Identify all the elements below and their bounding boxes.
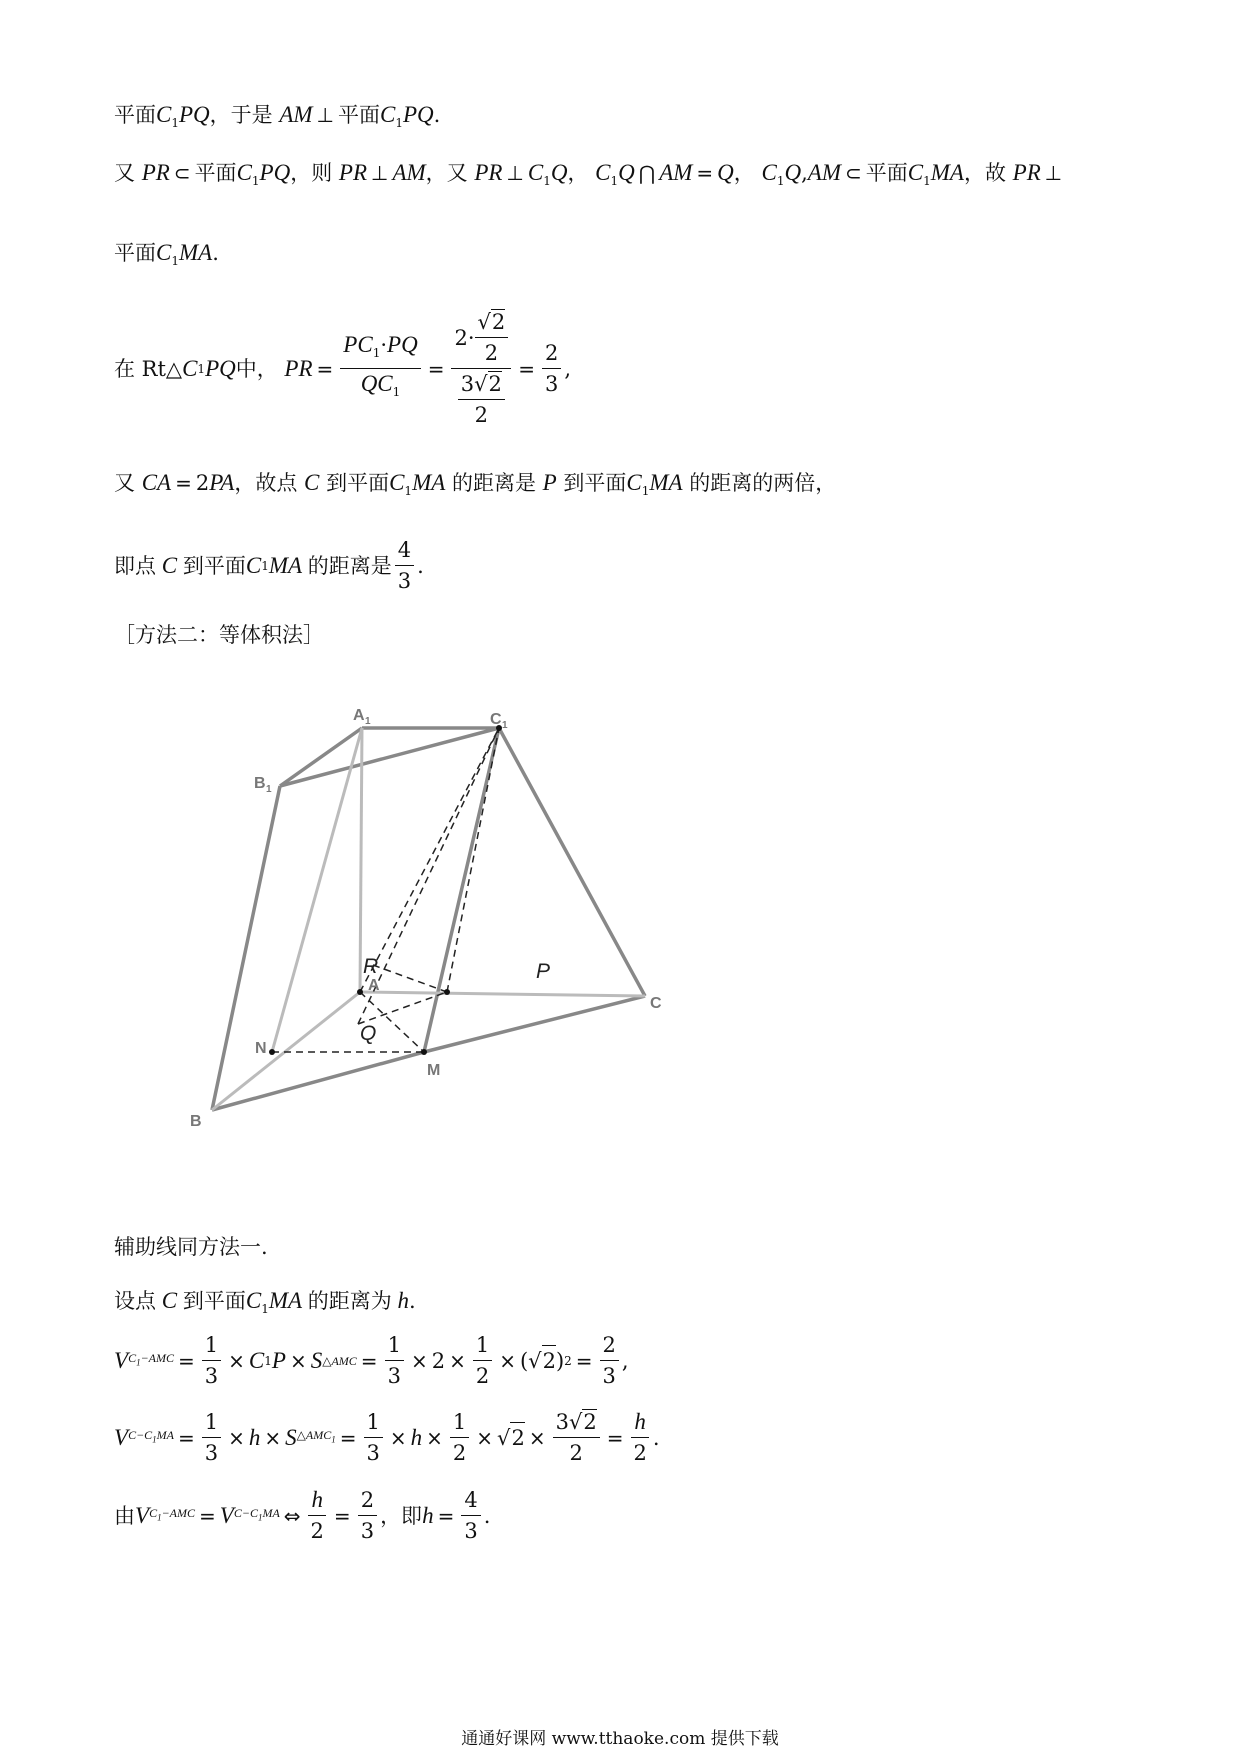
label-R: R [363,955,379,978]
text: 到平面 [182,1289,246,1313]
edge-C1-C [499,728,645,996]
geometry-figure [190,690,690,1140]
point-M [421,1049,427,1055]
label-N: N [255,1040,267,1057]
text: ， [733,161,755,185]
text: 的距离为 [307,1289,392,1313]
text: 的距离是 [307,553,392,578]
text: 又 [114,471,135,495]
edge-A-C [360,992,645,996]
text: 的距离是 [451,471,536,495]
text: 平面 [865,161,908,185]
label-B1: B [254,775,266,792]
text: ，又 [425,161,468,185]
label-A1: A [353,707,365,724]
text: 到平面 [563,471,627,495]
text: 平面 [114,103,156,127]
label-Q: Q [360,1022,377,1045]
text-line-2: 又 PR ⊂ 平面$C_1PQ$，则 PR ⊥ AM，又 PR ⊥ $C_1Q$， $C_1Q$ ⋂ AM = Q， $C_1Q,AM$ ⊂ 平面$C_1MA$，故 PR ⊥ [114,160,1063,188]
text-line-1: 平面$C_1PQ$，于是 AM ⊥ 平面$C_1PQ$. [114,102,441,130]
footer: 通通好课网 www.tthaoke.com 提供下载 [461,1729,779,1749]
edge-A-A1 [360,728,362,992]
text-line-4: 在 Rt△ C 1 PQ 中， PR = $\frac{PC_1\cdot PQ}{QC_1}$ = 2· $\frac{√2}{2}$ $\frac{3√2}{2}$ = $\frac{2}{3}$ , [114,307,571,430]
point-P [444,989,450,995]
point-N [269,1049,275,1055]
label-C1-sub: 1 [502,720,508,731]
label-A1-sub: 1 [365,716,371,727]
method-heading: ［方法二：等体积法］ [114,623,324,647]
text: 到平面 [326,471,390,495]
text: 的距离的两倍， [689,471,837,495]
text-line-3: 平面$C_1MA$. [114,240,219,268]
text: ，即 [380,1503,423,1528]
text: ，则 [290,161,333,185]
aux-line: 辅助线同方法一. [114,1235,268,1259]
text-line-9: V $C_1-AMC$ = $\frac{1}{3}$ × C 1 P × S △AMC = $\frac{1}{3}$ × 2 × $\frac{1}{2}$ × (√ 2 ) 2 = $\frac{2}{3}$ , [114,1330,629,1391]
text: ，故 [963,161,1006,185]
text: 又 [114,161,135,185]
dash-P-C1 [447,728,499,992]
text: 平面 [114,241,156,265]
label-B: B [190,1113,202,1130]
text-line-11: 由 V $C_1-AMC$ = V $C-C_1MA$ ⇔ $\frac{h}{2}$ = $\frac{2}{3}$ ，即 h = $\frac{4}{3}$ . [114,1487,491,1543]
text-line-10: V $C-C_1MA$ = $\frac{1}{3}$ × h × S $\triangle AMC_1$ = $\frac{1}{3}$ × h × $\frac{1}{2}$ × √ 2 × $\frac{3√2}{2}$ = $\frac{h}{2}$ . [114,1409,660,1465]
text-line-5: 又 CA = 2PA，故点 C 到平面$C_1MA$ 的距离是 P 到平面$C_1MA$ 的距离的两倍， [114,470,837,498]
text-line-8: 设点 C 到平面$C_1MA$ 的距离为 h. [114,1288,416,1316]
label-B1-sub: 1 [266,784,272,795]
text: 平面 [337,103,380,127]
label-M: M [427,1062,441,1079]
text: 在 [114,356,135,381]
text: ，于是 [209,103,273,127]
text: 到平面 [182,553,246,578]
edge-M-C [424,996,645,1052]
text-line-6: 即点 C 到平面 C 1 MA 的距离是 $\frac{4}{3}$ . [114,535,424,596]
text: 设点 [114,1289,156,1313]
label-C: C [650,995,662,1012]
text: ，故点 [234,471,298,495]
point-A [357,989,363,995]
edge-C1-M [424,728,499,1052]
label-C1: C [490,711,502,728]
edge-B1-C1 [280,728,499,786]
dash-A-C1 [360,728,499,992]
text: 即点 [114,553,156,578]
edge-B-M [212,1052,424,1110]
text: 中， [235,356,278,381]
label-A: A [368,977,380,994]
text: 由 [114,1503,135,1528]
edge-B1-B [212,786,280,1110]
text: ， [567,161,589,185]
label-P: P [536,960,551,983]
text: 平面 [194,161,237,185]
